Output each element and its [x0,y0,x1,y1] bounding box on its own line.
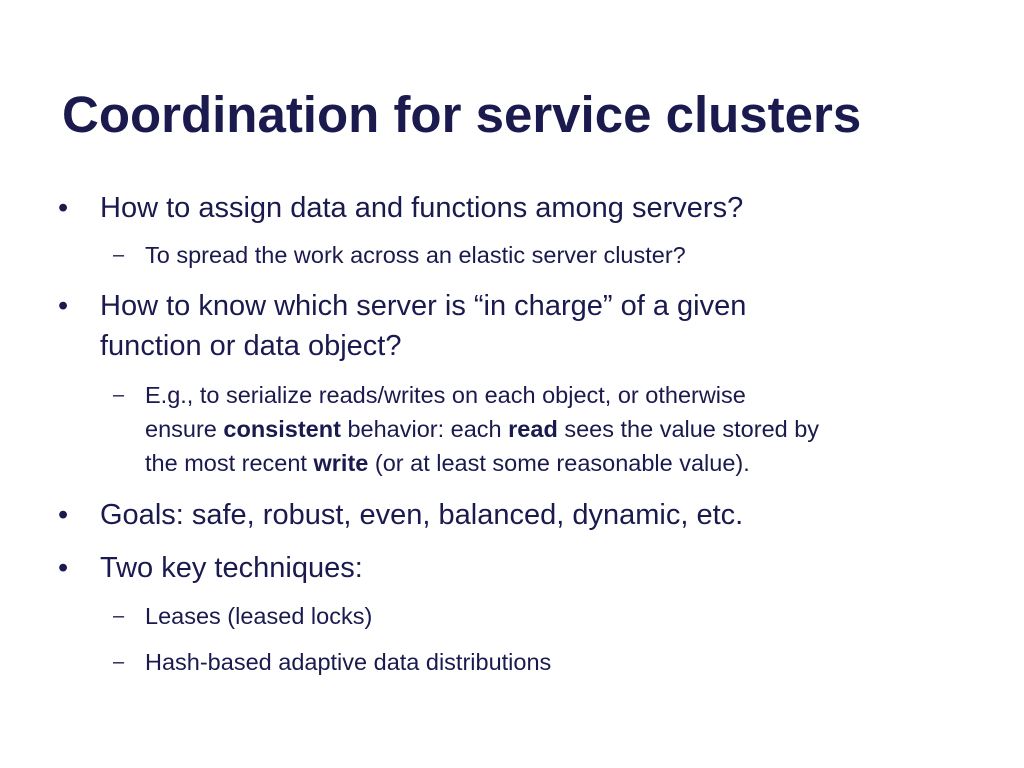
bullet-item [58,548,980,588]
text-segment: ensure [145,416,224,442]
text-segment: behavior: each [340,416,509,442]
bullet-marker: • [58,499,69,531]
sub-bullet-text-line [145,446,965,480]
sub-bullet-text: Leases (leased locks) [145,603,373,629]
bullet-item [58,188,980,228]
dash-marker: – [113,605,125,627]
bullet-text-line: function or data object? [100,330,402,362]
emphasis-write: write [313,450,369,476]
bullet-text: How to assign data and functions among servers? [100,192,744,224]
text-segment: the most recent [145,450,314,476]
sub-bullet-item [113,238,965,272]
emphasis-consistent: consistent [223,416,341,442]
sub-bullet-text-line [145,412,965,446]
text-segment: sees the value stored by [557,416,820,442]
sub-bullet-text-line: E.g., to serialize reads/writes on each object, or otherwise [145,382,746,408]
bullet-marker: • [58,192,69,224]
dash-marker: – [113,384,125,406]
sub-bullet-item [113,645,965,679]
emphasis-read: read [508,416,558,442]
dash-marker: – [113,244,125,266]
bullet-marker: • [58,552,69,584]
sub-bullet-item [113,378,965,480]
sub-bullet-item [113,599,965,633]
bullet-marker: • [58,290,69,322]
dash-marker: – [113,651,125,673]
bullet-text: Goals: safe, robust, even, balanced, dynamic, etc. [100,499,744,531]
text-segment: (or at least some reasonable value). [368,450,750,476]
sub-bullet-text: To spread the work across an elastic server cluster? [145,242,686,268]
bullet-item [58,286,980,366]
slide-title: Coordination for service clusters [62,86,862,143]
bullet-item [58,495,980,535]
sub-bullet-text: Hash-based adaptive data distributions [145,649,552,675]
bullet-text: Two key techniques: [100,552,363,584]
bullet-text-line: How to know which server is “in charge” of a given [100,290,747,322]
